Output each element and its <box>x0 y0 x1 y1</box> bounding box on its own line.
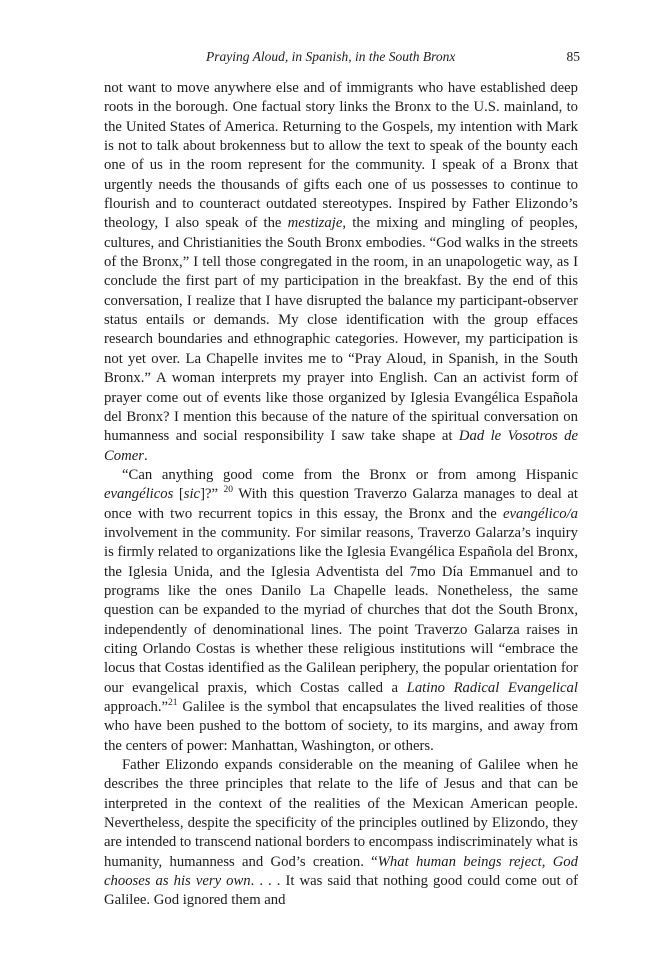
italic-text: Latino Radical Evangelical <box>406 679 578 696</box>
italic-text: evangélicos <box>104 486 174 503</box>
body-text <box>104 79 578 911</box>
text-run: ]?” <box>200 486 224 503</box>
italic-text: What human beings reject, God chooses as his very own <box>104 853 578 890</box>
page-number: 85 <box>566 49 580 64</box>
paragraph <box>104 79 578 466</box>
italic-text: evangélico/a <box>502 505 578 522</box>
text-run: “Can anything good come from the Bronx or from among Hispanic <box>122 466 578 483</box>
text-run: With this question Traverzo Galarza manages to deal at once with two recurrent topics in this essay, the Bronx and the <box>104 486 578 522</box>
text-run: . <box>143 447 148 464</box>
text-run: . . . . It was said that nothing good could come out of Galilee. God ignored them and <box>104 873 578 909</box>
italic-text: mestizaje <box>287 215 343 232</box>
text-run: involvement in the community. For similar reasons, Traverzo Galarza’s inquiry is firmly related to organizations like the Iglesia Evangélica Española del Bronx, the Iglesia Unida, and the Iglesia Adventista del 7mo Día Emmanuel and to programs like the ones Danilo La Chapelle leads. Nonetheless, the same question can be expanded to the myriad of churches that dot the South Bronx, independently of denominational lines. The point Traverzo Galarza raises in citing Orlando Costas is whether these religious institutions will “embrace the locus that Costas identified as the Galilean periphery, the popular orientation for our evangelical praxis, which Costas called a <box>104 524 578 696</box>
footnote-ref: 21 <box>168 698 178 709</box>
text-run: approach.” <box>104 699 169 715</box>
text-run: not want to move anywhere else and of immigrants who have established deep roots in the borough. One factual story links the Bronx to the U.S. mainland, to the United States of America. Returning to the Gospels, my intention with Mark is not to talk about brokenness but to allow the text to speak of the bounty each one of us in the room represent for the community. I speak of a Bronx that urgently needs the thousands of gifts each one of us possesses to continue to flourish and to counteract outdated stereotypes. Inspired by Father Elizondo’s theology, I also speak of the <box>104 80 578 232</box>
paragraph <box>104 466 578 756</box>
text-run: [ <box>173 486 184 503</box>
text-run: Father Elizondo expands considerable on the meaning of Galilee when he describes the three principles that relate to the life of Jesus and that can be interpreted in the context of the realities of the Mexican American people. Nevertheless, despite the specificity of the principles outlined by Elizondo, they are intended to transcend national borders to encompass indiscriminately what is humanity, humanness and God’s creation. “ <box>104 757 578 870</box>
paragraph <box>104 756 578 911</box>
italic-text: Dad le Vosotros de Comer <box>104 428 578 464</box>
italic-text: sic <box>183 486 201 503</box>
running-title: Praying Aloud, in Spanish, in the South Bronx <box>206 49 456 64</box>
text-run: , the mixing and mingling of peoples, cultures, and Christianities the South Bronx embodies. “God walks in the streets of the Bronx,” I tell those congregated in the room, in an unapologetic way, as I conclude the first part of my participation in the breakfast. By the end of this conversation, I realize that I have disrupted the balance my participant-observer status entails or demands. My close identification with the group effaces research boundaries and ethnographic categories. However, my participation is not yet over. La Chapelle invites me to “Pray Aloud, in Spanish, in the South Bronx.” A woman interprets my prayer into English. Can an activist form of prayer come out of events like those organized by Iglesia Evangélica Española del Bronx? I mention this because of the nature of the spiritual conversation on humanness and social responsibility I saw take shape at <box>104 215 578 445</box>
text-run: Galilee is the symbol that encapsulates the lived realities of those who have been pushed to the bottom of society, to its margins, and away from the centers of power: Manhattan, Washington, or others. <box>104 699 578 754</box>
footnote-ref: 20 <box>223 485 234 496</box>
